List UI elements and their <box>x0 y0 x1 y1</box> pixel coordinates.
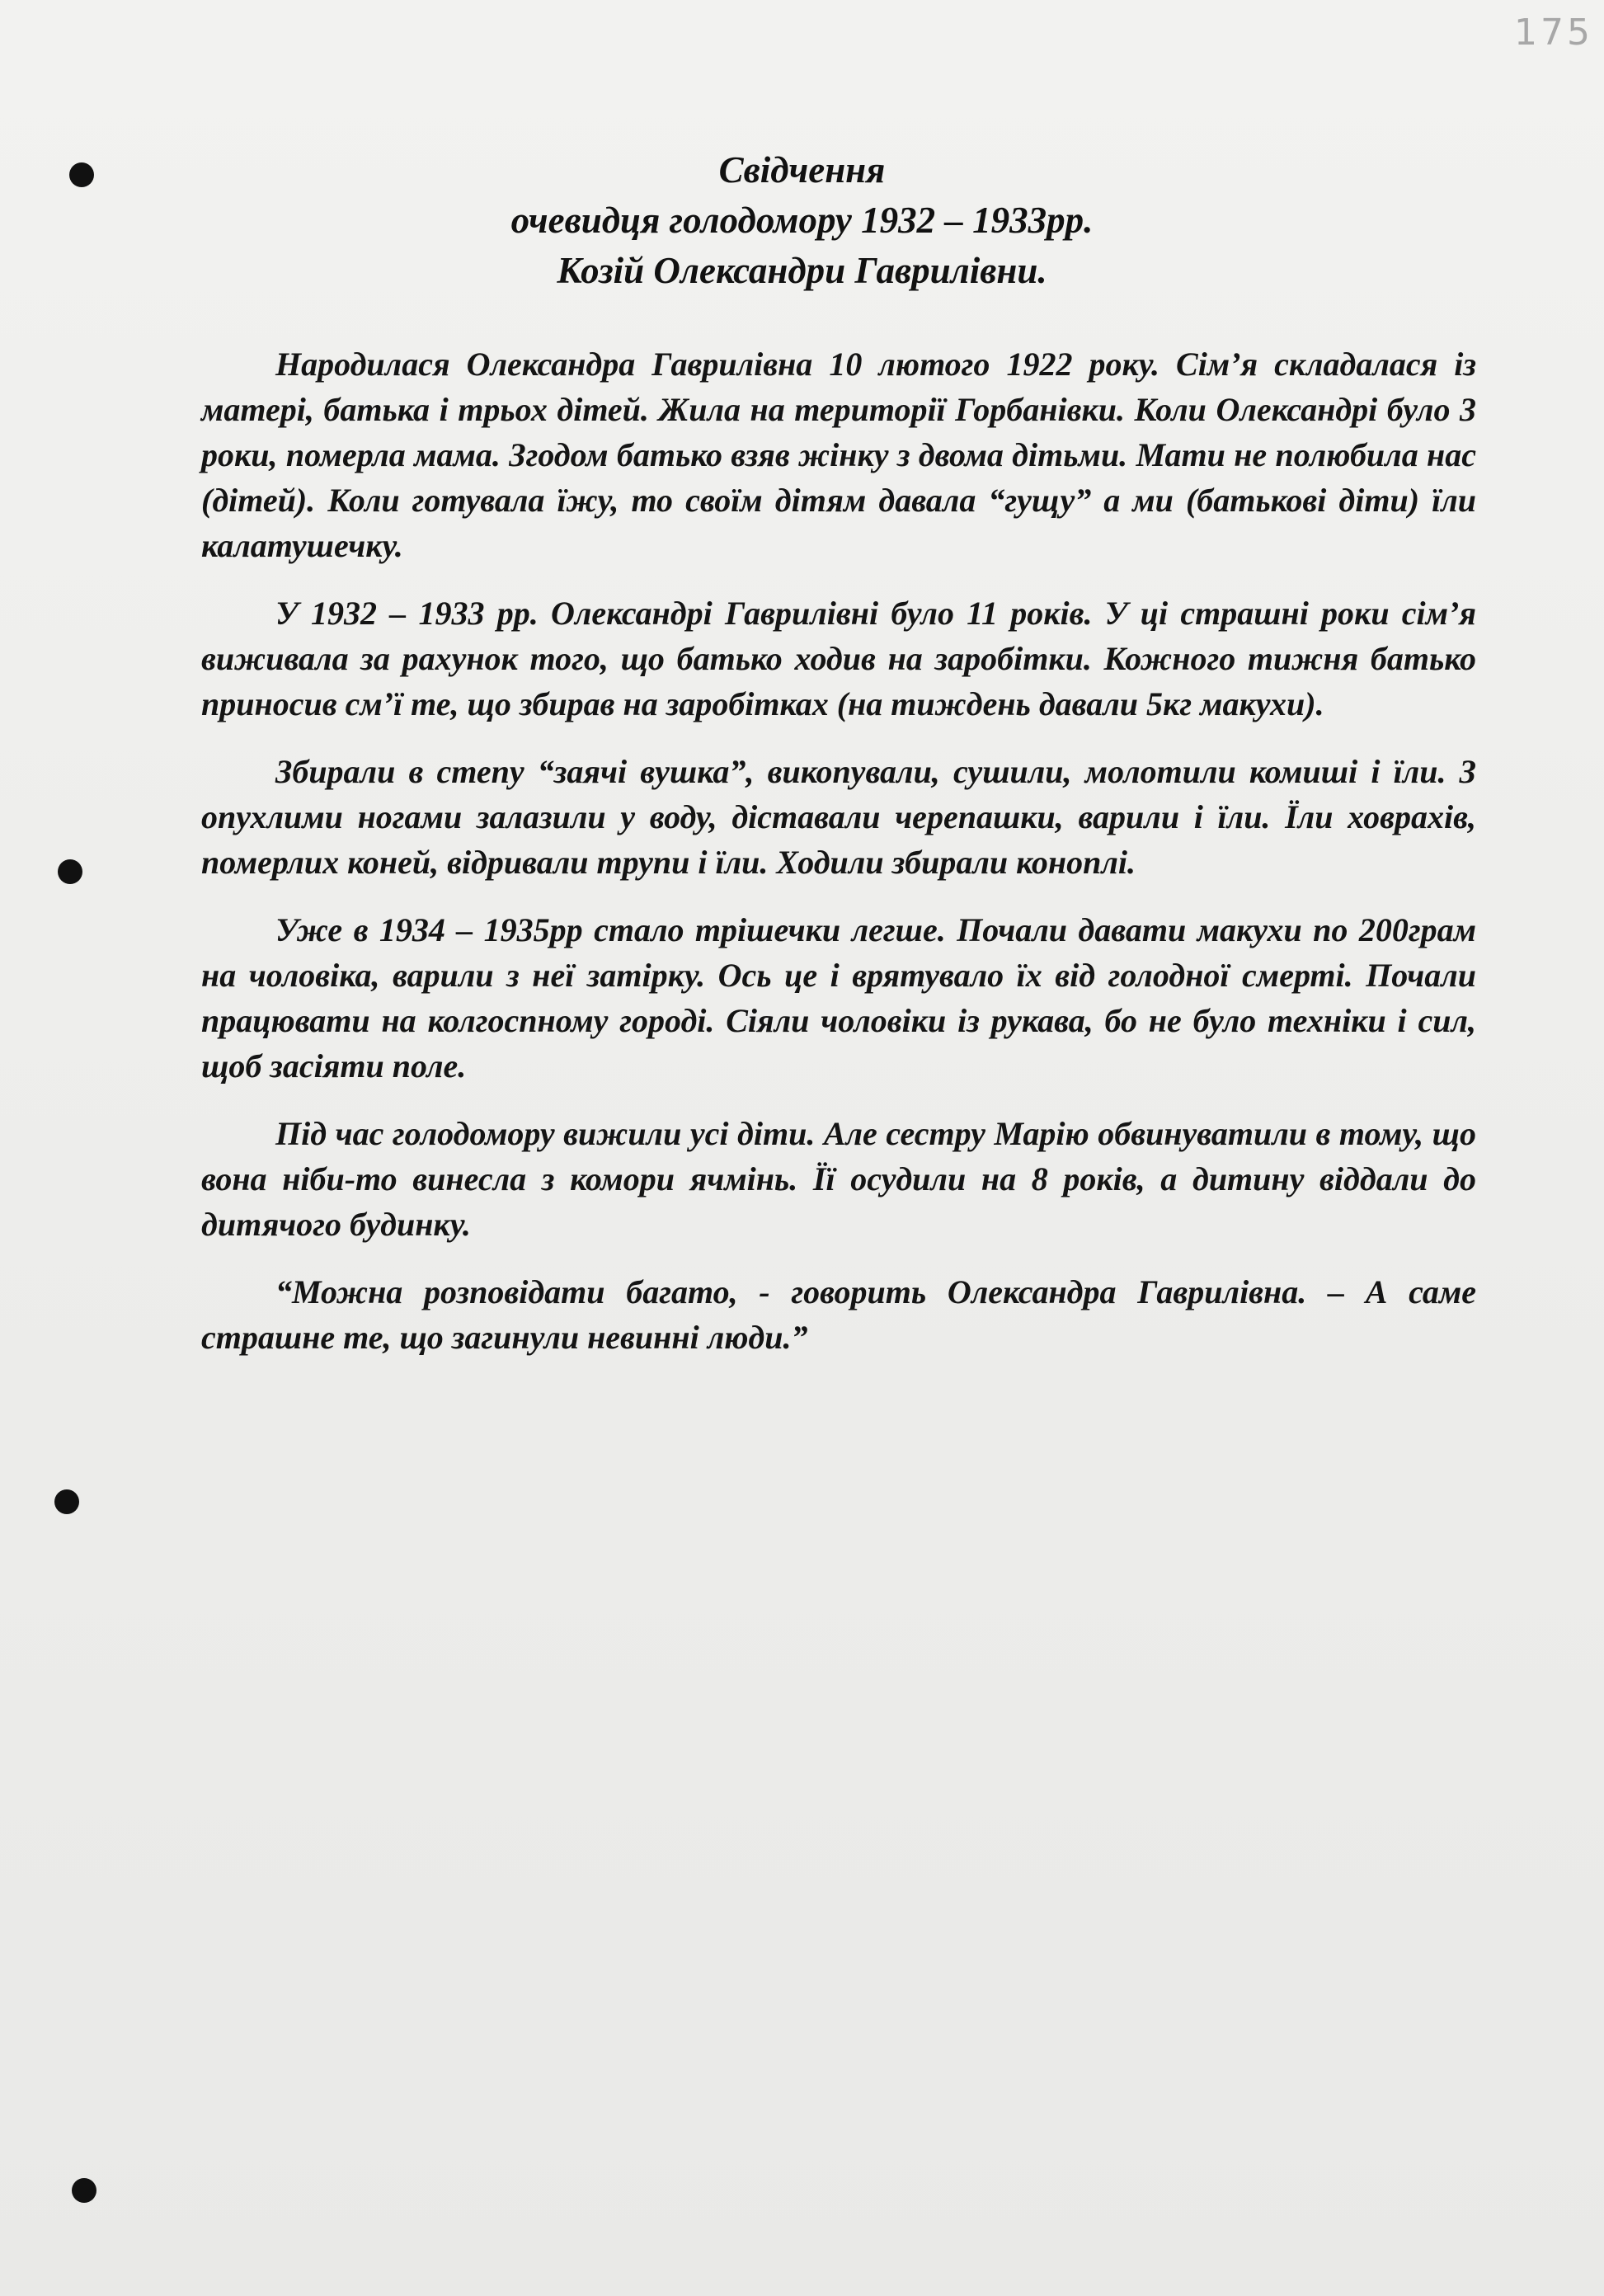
punch-hole-mark <box>58 859 82 884</box>
document-title: Свідчення <box>718 149 886 191</box>
paragraph: Збирали в степу “заячі вушка”, викопували, сушили, молотили комиші і їли. З опухлими ногами залазили у воду, діставали черепашки, варили і їли. Їли ховрахів, померлих коней, відривали трупи і їли. Ходили збирали коноплі. <box>201 753 1476 881</box>
punch-hole-mark <box>72 2178 96 2203</box>
paragraph: У 1932 – 1933 рр. Олександрі Гаврилівні було 11 років. У ці страшні роки сім’я виживала за рахунок того, що батько ходив на заробітки. Кожного тижня батько приносив см’ї те, що збирав на заробітках (на тиждень давали 5кг макухи). <box>201 595 1476 722</box>
paragraph: “Можна розповідати багато, - говорить Олександра Гаврилівна. – А саме страшне те, що загинули невинні люди.” <box>201 1273 1476 1356</box>
handwritten-page-number: 175 <box>1514 12 1593 54</box>
document-subtitle: очевидця голодомору 1932 – 1933рр. <box>510 200 1094 241</box>
witness-name: Козій Олександри Гаврилівни. <box>557 250 1047 291</box>
paragraph: Уже в 1934 – 1935рр стало трішечки легше. Почали давати макухи по 200грам на чоловіка, варили з неї затірку. Ось це і врятувало їх від голодної смерті. Почали працювати на колгоспному городі. Сіяли чоловіки із рукава, бо не було техніки і сил, щоб засіяти поле. <box>201 911 1476 1084</box>
document-header <box>0 145 1604 296</box>
punch-hole-mark <box>54 1489 79 1514</box>
paragraph: Народилася Олександра Гаврилівна 10 лютого 1922 року. Сім’я складалася із матері, батька і трьох дітей. Жила на території Горбанівки. Коли Олександрі було 3 роки, померла мама. Згодом батько взяв жінку з двома дітьми. Мати не полюбила нас (дітей). Коли готувала їжу, то своїм дітям давала “гущу” а ми (батькові діти) їли калатушечку. <box>201 346 1476 564</box>
testimony-body <box>201 341 1476 1382</box>
paragraph: Під час голодомору вижили усі діти. Але сестру Марію обвинуватили в тому, що вона ніби-то винесла з комори ячмінь. Її осудили на 8 років, а дитину віддали до дитячого будинку. <box>201 1115 1476 1243</box>
